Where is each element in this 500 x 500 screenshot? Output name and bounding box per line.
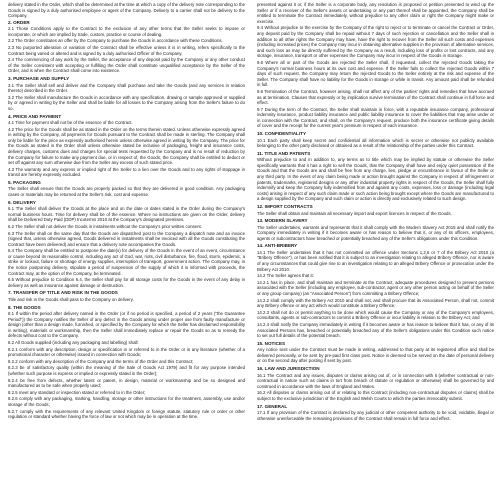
clause-paragraph: The Seller shall ensure that the Goods are properly packed so that they are delivered in good condition. Any packaging cases or materials may be returned at the Seller's risk, cost and expense. (8, 186, 245, 198)
clause-paragraph: Title and risk in the Goods shall pass to the Company on delivery. (8, 296, 134, 302)
clause-paragraph: The Seller undertakes, warrants and represents that it shall comply with the Modern Slavery Act 2015 and shall notify the Company immediately in writing if it becomes aware or has reason to believe that it, or any of its officers, employees, agents or subcontractors have breached or potentially breached any of the Seller's obligations under this Condition. (257, 224, 494, 241)
clause-paragraph: 2.3 No purported alteration or variation of the Contract shall be effective unless it is in writing, refers specifically to the Contract being varied or altered and is signed by a duly authorised Officer of the Company. (8, 45, 245, 56)
clause-heading: 4. PRICE AND PAYMENT (8, 113, 62, 119)
clause-section (257, 341, 494, 364)
clause-section (257, 404, 494, 422)
clause-section (8, 305, 245, 420)
clause-paragraph: 14.2.1 has in place, and shall maintain and terminate at the Contract, adequate procedures designed to prevent persons associated with the Seller (including any employee, sub-contractor, agent or any other person acting on behalf of the Seller or any group company) (an "Associated Person") from committing a Bribery Offence; (257, 279, 494, 297)
clause-paragraph: 2.4 The commencing of any work by the Seller, the acceptance of any deposit paid by the Company or any other conduct of the Seller consistent with accepting or fulfilling the Order shall constitute unqualified acceptance by the Seller of the Order, and is when the Contract shall come into existence. (8, 57, 245, 74)
clause-section (257, 204, 494, 216)
clause-section (8, 76, 245, 111)
clause-paragraph: 6.3 The Seller shall on the same day that the Goods are dispatched post to the Company a dispatch note and an invoice (signed that, unless otherwise agreed, Goods delivered in instalments shall be invoiced with all the Goods constituting the Contract have been delivered) and ensure that a delivery note accompanies the Goods. (8, 230, 245, 247)
clause-paragraph: 8.2.5 meet any standard or inspection stated or referred to in the Order; (8, 389, 146, 395)
clause-section (8, 200, 245, 289)
clause-paragraph: The Seller shall obtain and maintain all necessary import and export licences in respect of the Goods. (257, 210, 452, 216)
clause-paragraph: 8.2.2 conform with any description of the Company and the terms of the Order and this Contract; (8, 358, 194, 364)
clause-heading: 16. LAW AND JURISDICTION (257, 366, 320, 372)
clause-paragraph: 6.5 Without prejudice to Condition 6.4, the Seller shall pay for all storage costs for the Goods in the event of any delay in delivery as well as insurance against damage or destruction. (8, 277, 245, 288)
clause-heading: 14. ANTI-BRIBERY (257, 243, 298, 249)
clause-heading: 6. DELIVERY (8, 199, 36, 205)
clause-paragraph: 14.2.3 shall not do or permit anything to be done which would cause the Company or any of the Company's employees, consultants, agents or sub-contractors to commit a Bribery Offence or incur liability in relation to the Bribery Act; and (257, 309, 494, 321)
clause-section (257, 243, 494, 338)
clause-paragraph: 4.3 The warranty and any express or implied right of the Seller to a lien over the Goods and to any rights of stoppage in transit are hereby expressly excluded. (8, 166, 245, 178)
clause-paragraph: 16.2 All disputes or claims arising out of or relating to this Contract (including non-contractual disputes or claims) shall be subject to the exclusive jurisdiction of the English and Welsh Courts to which the parties irrevocably submit. (257, 390, 494, 401)
clause-section (8, 180, 245, 198)
clause-section (257, 218, 494, 241)
clause-paragraph: Without prejudice to and in addition to, any terms as to title which may be implied by statute or otherwise the Seller specifically warrants that it has a right to sell the Goods, that the Company shall have and enjoy quiet possession of the Goods and that the Goods are and shall be free from any charge, lien, pledge or encumbrance in favour of the Seller or any third party. In the event of any claim being made or action brought against the Company in respect of infringement or patents, trademarks, registered designs or any other industrial property rights in respect of the Goods, the Seller shall fully indemnify and keep the Company fully indemnified from and against any costs, expenses, loss or damage (including legal costs) arising in respect of any such claim made or such action being brought except where the Goods are manufactured to a design supplied by the Company and such claim or action is directly and exclusively related to such design. (257, 157, 494, 202)
clause-paragraph: 8.2 All Goods supplied (including any packaging and labelling) shall: (8, 340, 139, 345)
clause-heading: 8. THE GOODS (8, 304, 41, 310)
clause-paragraph: 8.2.3 be of satisfactory quality (within the meaning of the Sale of Goods Act 1979) and fit for any purpose intended (whether such purpose is express or implied or expressly stated in the Order); (8, 365, 245, 376)
clause-paragraph: 16.1 The Contract and any issues, disputes or claims arising out of, or in connection with it (whether contractual or non-contractual in nature such as claims in tort from breach of statute or regulation or otherwise) shall be governed by and construed in accordance with the laws of England and Wales. (257, 372, 494, 389)
clause-paragraph: Any notice sent under the Contract must be made in writing, addressed to that party at its registered office and shall be delivered personally, or be sent by pre-paid first class post. Notice is deemed to be served on the date of personal delivery or on the second day after posting if sent by post. (257, 347, 494, 364)
clause-paragraph: 8.2.1 conform with any description, design or specification in or referred to in the Order or in any literature (whether of a promotional character or otherwise) issued in connection with Goods; (8, 346, 245, 358)
clause-heading: 11. TITLE AND PATENTS (257, 150, 311, 156)
clause-paragraph: 2.2 The Order constitutes an offer by the Company to purchase the Goods in accordance with these Conditions. (8, 38, 223, 44)
clause-section (257, 366, 494, 401)
clause-paragraph: 9.7 During the term of the Contract, the Seller shall maintain in force, with a reputable insurance company, professional indemnity insurance, product liability insurance and public liability insurance to cover the liabilities that may arise under or in connection with the Contract, and shall, on the Company's request, produce both the insurance certificate giving details of cover and the receipt for the current year's premium in respect of each insurance. (257, 106, 494, 129)
terms-column-left (8, 2, 245, 500)
clause-section (257, 131, 494, 149)
clause-section (8, 20, 245, 74)
clause-paragraph: 6.1 The Seller shall deliver the Goods at the place and on the date or dates stated in the Order during the Company's normal business hours. Time for delivery shall be of the essence. Where no instructions are given on the Order, delivery shall be Delivered Duty Paid (DDP) Incoterms 2010 at the Company's designated premises. (8, 206, 245, 223)
clause-paragraph: 9.6 Termination of the Contract, however arising, shall not affect any of the parties' rights and remedies that have accrued as at termination. Clauses that expressly or by implication survive termination of the Contract shall continue in full force and effect. (257, 88, 494, 106)
clause-heading: 5. PACKAGING (8, 179, 41, 185)
intro-paragraph: presented against it or, if the Seller is a corporate body, any resolution is proposed or petition presented to wind up the Seller or if a receiver of the Seller's assets or undertaking or any part thereof shall be appointed, the Company shall be entitled to terminate the Contract immediately, without prejudice to any other claim or right the Company might make or exercise. (257, 2, 494, 24)
clause-paragraph: 6.2 The Seller shall not deliver the Goods in instalments without the Company's prior written consent. (8, 223, 202, 229)
clause-heading: 3. PURCHASE AND SUPPLY (8, 76, 70, 82)
clause-paragraph: 9.5 Where all or part of the Goods are rejected the Seller shall, if requested, collect the rejected Goods taking the Company's normal business hours at its own cost and expense. If the Seller fails to collect the rejected Goods within 7 days of such request, the Company may return the rejected Goods to the Seller entirely at the risk and expense of the Seller. The Company shall have no liability for the Goods in storage or while in transit. Any amount paid shall be refunded in full. (257, 59, 494, 88)
clause-paragraph: 2.1 Those Conditions apply to the Contract to the exclusion of any other terms that the Seller seeks to impose or incorporate, or which are implied by trade, custom, practice or course of dealing. (8, 26, 245, 37)
clause-heading: 15. NOTICES (257, 340, 286, 346)
clause-heading: 12. IMPORT CONTRACTS (257, 204, 313, 209)
clause-paragraph: 14.1 The Seller undertakes that it has not committed an offence under Sections 1,2,6 or 7 of the Bribery Act 2010 (a "Bribery Offence"), or has been notified that it is subject to an investigation relating to alleged Bribery Offence, nor is aware of any circumstances that could give rise to an investigation relating to an alleged Bribery Offence or prosecution under the Bribery Act 2010. (257, 249, 494, 272)
clause-paragraph: 9.4 Without prejudice to the exercise by the Company of the right to reject or to terminate or cancel the Contract or Order, any deposit paid by the Company shall be repaid without 7 days of such rejection or cancellation and the Seller shall in addition to all other rights the Company may have, have the right to recover from the Seller all such costs and expenses (including increased prices) the Company may incur in obtaining alternative supplies in the provision of alternative services, and such loss as may be directly suffered by the Company as a result, including loss of profits or lost contracts, and any storage, insurance, transport or other expenses the Company may incur in respect of the Goods in storage. (257, 25, 494, 59)
clause-paragraph: 3.1 The Seller shall sell and deliver and the Company shall purchase and take the Goods (and any services in relation thereto) described in the Order. (8, 82, 245, 94)
clause-paragraph: 10.1 Each party shall keep secret and confidential all information which is secret or otherwise not publicly available belonging to the other party disclosed or obtained as a result of the relationship of the parties under this Contract. (257, 137, 494, 149)
clause-paragraph: 4.1 Time for payment shall not be of the essence of the Contract. (8, 120, 133, 125)
clause-paragraph: 14.2.4 shall notify the Company immediately in writing if it becomes aware or has reason to believe that it has, or any of its Associated Persons has, breached or potentially breached any of the Seller's obligations under this Condition such notice to set out full details of the potential breach. (257, 322, 494, 339)
clause-section (8, 114, 245, 178)
clause-paragraph: 17.1 If any provision of the Contract is declared by any judicial or other competent authority to be void, voidable, illegal or otherwise unenforceable the remaining provisions of the Contract shall remain in full force and effect. (257, 410, 494, 421)
intro-paragraph: delivery stated in the Order, which shall be determined at the time at which a copy of the delivery note corresponding to the Goods is signed by a duly authorised employee or agent of the Company. Delivery to a carrier shall not be delivery to the Company. (8, 2, 245, 19)
clause-heading: 2. ORDER (8, 19, 30, 25)
clause-section (257, 25, 494, 129)
clause-section (257, 151, 494, 202)
terms-column-right (257, 2, 494, 500)
clause-paragraph: 8.2.4 be free from defects, whether latent or patent, in design, material or workmanship and be so designed and manufactured as to be safe when properly used; (8, 377, 245, 389)
clause-paragraph: 4.2 The price for the Goods shall be as stated in the Order on the terms therein stated. Unless otherwise expressly agreed in writing by the Company, all payments for Goods pursuant to the Contract shall be made in sterling. The Company shall only be liable for the price as expressly authorised herein unless otherwise agreed in writing by the Company. The price for the Goods as stated in the Order shall unless otherwise stated be inclusive of packaging, freight and insurance costs, delivery charges, customs dues and charges for special tests requested by the Company and is no result of reduction by the Company for failure to make any payment due, or in respect of, the Goods, the Company shall be entitled to deduct or set off against any sum otherwise due from the Seller any excess of such stated price. (8, 126, 245, 166)
clause-paragraph: 3.2 The Seller shall manufacture the Goods in accordance with any specification, drawing or sample approved or supplied by or agreed in writing by the Seller and shall be liable for all losses to the Company arising from the Seller's failure to do so. (8, 94, 245, 111)
clause-paragraph: 14.2.2 shall comply with the Bribery Act 2010 and shall not, and shall procure that its Associated Person, shall not, commit any Bribery offence or any act which would constitute a Bribery Offence; (257, 297, 494, 309)
clause-section (8, 290, 245, 302)
clause-paragraph: 8.2.7 comply with the requirements of any relevant United Kingdom or foreign statute, statutory rule or order or other regulation or standard whether having the force of law or not which may be in operation at the time. (8, 408, 245, 420)
clause-heading: 7. TRANSFER OF TITLE AND RISK IN THE GOODS (8, 290, 118, 296)
clause-heading: 10. CONFIDENTIALITY (257, 131, 307, 137)
clause-heading: 13. MODERN SLAVERY (257, 218, 308, 224)
clause-paragraph: 8.1 If within the period after delivery named in the Order (or if no period is specified, a period of 2 years ("the Guarantee Period")) the Company notifies the Seller of any defect in the Goods arising under proper use from faulty manufacture or design (other than a design made, furnished, or specified by the Company for which the Seller has disclaimed responsibility in writing), materials or workmanship, then the Seller shall immediately replace or repair the Goods so as to remedy the defects without cost to the Company. (8, 311, 245, 339)
clause-paragraph: 6.4 The Company shall be entitled to postpone the date(s) for delivery of the Goods in the event of an event, circumstance or cause beyond its reasonable control, including any act of God, war, riots, civil disturbance, fire, flood, storm, epidemic, a strike or lockout, failure or shortage of energy supplies, interruption of transport, government action. The Company may, in the notice postponing delivery, stipulate a period of suspension of the supply of which it is informed with proceeds, the Contract may, at the option of the Company, be terminated. (8, 248, 245, 276)
clause-paragraph: 14.2 The Seller agrees that it: (257, 273, 314, 279)
clause-paragraph: 8.2.6 comply with any packaging, marking, handling, storage or other instructions for the treatment, assembly, use and/or storage of the Goods; (8, 396, 245, 407)
clause-heading: 17. GENERAL (257, 403, 288, 409)
